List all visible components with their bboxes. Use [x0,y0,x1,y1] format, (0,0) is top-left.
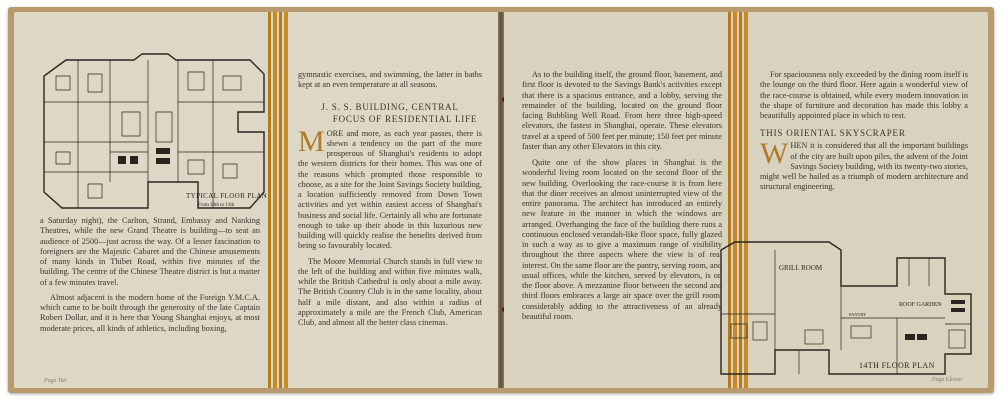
paragraph-text: ORE and more, as each year passes, there is shewn a tendency on the part of the more prosperous of Shanghai's residents to adopt the western districts for their homes. This was one of the reasons which prompted those responsible to choose, as a site for the Joint Savings Society building, a location sufficiently removed from Down Town activities and yet within easiest access of Shanghai's business and social life. Certainly all who are fortunate enough to take up their abode in this luxurious new building will quickly realise the benefits derived from being so favourably located. [298,128,482,251]
plan-caption-title: TYPICAL FLOOR PLAN [186,192,268,200]
typical-floor-plan [38,52,274,214]
paragraph [760,137,968,192]
right-col-2 [760,70,968,198]
page-number: Page Eleven [931,377,962,383]
section-heading: THIS ORIENTAL SKYSCRAPER [760,128,906,139]
paragraph [298,124,482,252]
paragraph: For spaciousness only exceeded by the dining room itself is the lounge on the third floor. Here again a wonderful view of the race-course is obtained, while every modern innovation in the shape of furniture and decoration has made this lobby a beautifully appointed place in which to rest. [760,70,968,120]
paragraph: As to the building itself, the ground floor, basement, and first floor is devoted to the Savings Bank's activities except that there is a spacious entrance, and a lobby, serving the remainder of the building, located on the ground floor facing Bubbling Well Road. From here three high-speed elevators, the fastest in Shanghai, operate. These elevators travel at a speed of 500 feet per minute; 150 feet per minute faster than any other Elevators in this city. [522,70,722,151]
heading-line: FOCUS OF RESIDENTIAL LIFE [332,113,478,124]
plan-caption: 14TH FLOOR PLAN [859,361,935,370]
plan-label-pantry: PANTRY [849,312,867,317]
plan-caption-sub: From 10th to 13th [198,203,235,208]
right-page [504,12,988,388]
paragraph: a Saturday night), the Carlton, Strand, Embassy and Nanking Theatres, while the new Grand Theatre is building—to seat an audience of 2500—just across the way. Of a lesser fascination to foreigners are the Majestic Cabaret and the Chinese amusements of many kinds in Thibet Road, within five minutes of the building. The centre of the Chinese Theatre district is but a matter of a few minutes travel. [40,216,260,287]
heading-line: J. S. S. BUILDING, CENTRAL [321,101,459,112]
decorative-stripe [268,12,288,388]
paragraph-text: HEN it is considered that all the important buildings of the city are built upon piles, the advent of the Joint Savings Society building, with its twenty-two stories, might well be hailed as a triumph of modern architecture and structural engineering. [760,141,968,192]
drop-cap: W [760,137,789,171]
paragraph: The Moore Memorial Church stands in full view to the left of the building and within five minutes walk, while the British Cathedral is only about a mile away. The British Country Club is in the same locality, about half a mile distant, and also within a radius of approximately a mile are the French Club, American Club, and almost all the better class cinemas. [298,256,482,327]
paragraph: gymnastic exercises, and swimming, the latter in baths kept at an even temperature at all seasons. [298,70,482,90]
plan-label-roof: ROOF GARDEN [899,302,942,308]
section-heading [298,101,482,125]
plan-label-grill: GRILL ROOM [779,264,823,272]
paragraph: Quite one of the show places in Shanghai is the wonderful living room located on the second floor of the new building. Overlooking the race-course it is from here that the diner receives an almost uninterrupted view of the entire panorama. The architect has introduced an entirely new feature in the manner in which the windows are arranged. Overhanging the face of the building there runs a continuous enclosed verandah-like floor space, fully glazed in such a way as to give a maximum range of visibility throughout the three aspects where the view is of real interest. On the same floor are the pantry, serving room, and usual offices, while the kitchen, served by elevators, is on the floor above. A mezzanine floor between the second and third floors embraces a large air space over the grill room, considerably adding to the attractiveness of an already beautiful room. [522,158,722,321]
paragraph: Almost adjacent is the modern home of the Foreign Y.M.C.A. which came to be built through the generosity of the late Captain Robert Dollar, and it is here that Young Shanghai enjoys, at most moderate prices, all kinds of athletics, including boxing, [40,292,260,333]
page-number: Page Ten [44,378,67,384]
left-col-2 [298,70,482,333]
left-col-1 [40,216,260,339]
left-page [14,12,498,388]
booklet-spread [8,7,994,393]
fourteenth-floor-plan [709,234,977,384]
drop-cap: M [298,124,325,158]
right-col-1 [522,70,722,327]
